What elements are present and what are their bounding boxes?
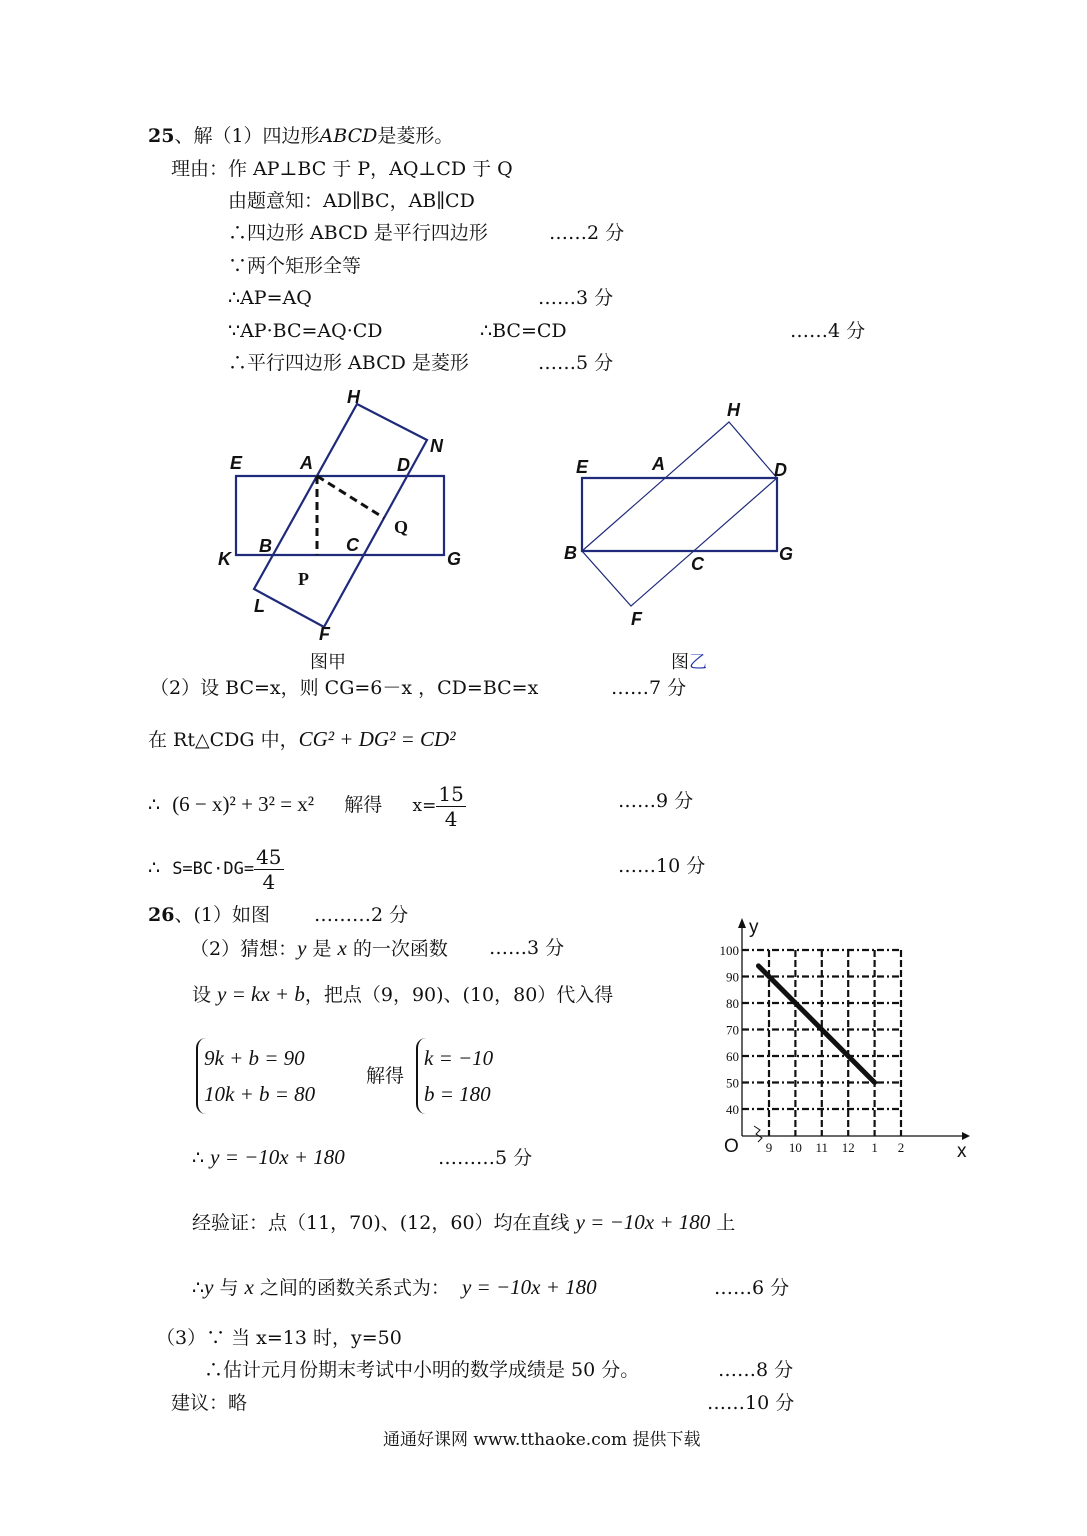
- q25-number: 25: [148, 125, 175, 147]
- data-point: [847, 1055, 850, 1058]
- fig1-label-a: A: [300, 453, 313, 473]
- chart-ticks: [720, 943, 905, 1155]
- origin-label: O: [724, 1136, 739, 1157]
- q25-equation: ∴ (6 − x)² + 3² = x² 解得 x= $\frac{15}{4}$: [148, 781, 464, 831]
- data-point: [873, 1081, 876, 1084]
- x-axis-arrow: [962, 1132, 970, 1140]
- fig1-label-c: C: [346, 535, 359, 555]
- q25-score-2: ……2 分: [549, 222, 625, 244]
- q26-score-5: ………5 分: [438, 1147, 533, 1169]
- q25-congruent: ∵两个矩形全等: [228, 255, 362, 277]
- fig2-label-d: D: [774, 460, 787, 480]
- fraction-45-4: $\frac{45}{4}$: [256, 844, 282, 894]
- x-tick-label: 2: [897, 1140, 905, 1155]
- q26-score-6: ……6 分: [714, 1277, 790, 1299]
- y-tick-label: 70: [726, 1022, 739, 1038]
- system-solution: k = −10 b = 180: [416, 1038, 493, 1114]
- q25-bc-cd: ∴BC=CD: [480, 320, 567, 342]
- fig2-label-h: H: [727, 400, 740, 420]
- chart-grid: [742, 950, 901, 1136]
- fig1-label-e: E: [230, 453, 243, 473]
- figure-jia-caption: 图甲: [310, 652, 346, 673]
- y-axis-arrow: [738, 918, 746, 928]
- chart-series: [758, 966, 876, 1084]
- q26-score-2: ………2 分: [314, 904, 409, 926]
- q25-score-9: ……9 分: [618, 790, 694, 812]
- x-tick-label: 10: [788, 1140, 802, 1155]
- fig2-label-g: G: [779, 544, 794, 564]
- q26-score-3: ……3 分: [489, 937, 565, 959]
- q26-number: 26: [148, 904, 175, 926]
- fig1-label-q: Q: [394, 517, 409, 537]
- q25-score-7: ……7 分: [611, 677, 687, 699]
- fig1-label-b: B: [259, 536, 272, 556]
- q25-score-4: ……4 分: [790, 320, 866, 342]
- y-tick-label: 40: [726, 1102, 739, 1117]
- fig1-label-k: K: [218, 549, 231, 569]
- y-tick-label: 100: [719, 943, 739, 958]
- series-line: [758, 966, 874, 1083]
- q25-score-10: ……10 分: [618, 855, 706, 877]
- q25-score-3: ……3 分: [538, 287, 614, 309]
- q26-estimate: ∴估计元月份期末考试中小明的数学成绩是 50 分。: [204, 1359, 640, 1381]
- y-tick-label: 60: [726, 1049, 739, 1064]
- data-point: [820, 1028, 823, 1031]
- q26-solve-label: 解得: [366, 1065, 405, 1087]
- chart-axes: [724, 917, 970, 1162]
- q26-verify: 经验证：点（11，70)、(12，60）均在直线 y = −10x + 180 上: [192, 1210, 736, 1234]
- x-tick-label: 11: [815, 1140, 829, 1155]
- q25-area: ∴ S=BC·DG= $\frac{45}{4}$: [148, 844, 282, 894]
- y-tick-label: 90: [726, 969, 739, 985]
- q26-suggestion: 建议：略: [171, 1392, 248, 1414]
- figure-yi-caption: 图乙: [671, 652, 707, 673]
- fig2-label-b: B: [564, 543, 577, 563]
- q25-rhombus: ∴平行四边形 ABCD 是菱形: [228, 352, 469, 374]
- q25-line1: 25、解（1）四边形ABCD是菱形。: [148, 125, 454, 147]
- x-axis-label: x: [957, 1141, 967, 1162]
- q25-reason: 理由：作 AP⊥BC 于 P，AQ⊥CD 于 Q: [171, 158, 513, 180]
- fig2-label-e: E: [576, 457, 589, 477]
- q26-guess: （2）猜想：y 是 x 的一次函数: [190, 936, 448, 960]
- q25-score-5: ……5 分: [538, 352, 614, 374]
- y-tick-label: 50: [726, 1075, 739, 1091]
- fig1-label-p: P: [298, 569, 309, 589]
- fig1-label-f: F: [319, 624, 330, 644]
- x-tick-label: 9: [765, 1140, 773, 1155]
- fig1-label-d: D: [397, 455, 410, 475]
- q25-area-eq: ∵AP·BC=AQ·CD: [228, 320, 383, 342]
- fig2-label-f: F: [631, 609, 642, 629]
- q26-substitute: 设 y = kx + b，把点（9，90)、(10，80）代入得: [192, 982, 614, 1006]
- footer-credit: 通通好课网 www.tthaoke.com 提供下载: [383, 1430, 701, 1450]
- fig1-label-g: G: [447, 549, 462, 569]
- fig1-label-l: L: [254, 596, 265, 616]
- q25-pythagoras: 在 Rt△CDG 中，CG² + DG² = CD²: [148, 727, 456, 751]
- q26-conclusion: ∴y 与 x 之间的函数关系式为： y = −10x + 180: [192, 1275, 597, 1299]
- fig1-label-n: N: [430, 436, 443, 456]
- q25-ap-aq: ∴AP=AQ: [228, 287, 312, 309]
- fraction-15-4: $\frac{15}{4}$: [438, 781, 464, 831]
- q26-part3: （3）∵ 当 x=13 时，y=50: [156, 1327, 402, 1349]
- system-equations: 9k + b = 90 10k + b = 80: [196, 1038, 315, 1114]
- y-axis-label: y: [749, 917, 759, 938]
- q25-part2-setup: （2）设 BC=x，则 CG=6－x ，CD=BC=x: [150, 677, 539, 699]
- data-point: [794, 1002, 797, 1005]
- q25-parallelogram: ∴四边形 ABCD 是平行四边形: [228, 222, 488, 244]
- q26-score-10: ……10 分: [707, 1392, 795, 1414]
- q26-result: ∴ y = −10x + 180: [192, 1145, 345, 1169]
- axis-break-zigzag: [754, 1126, 762, 1142]
- fig1-label-h: H: [347, 387, 360, 407]
- fig2-label-c: C: [691, 554, 704, 574]
- x-tick-label: 12: [841, 1140, 855, 1155]
- q26-score-8: ……8 分: [718, 1359, 794, 1381]
- data-point: [768, 975, 771, 978]
- y-tick-label: 80: [726, 996, 739, 1011]
- x-tick-label: 1: [871, 1140, 878, 1155]
- q25-given: 由题意知：AD∥BC，AB∥CD: [228, 190, 475, 212]
- q26-line1: 26、(1）如图: [148, 904, 270, 926]
- fig2-label-a: A: [652, 454, 665, 474]
